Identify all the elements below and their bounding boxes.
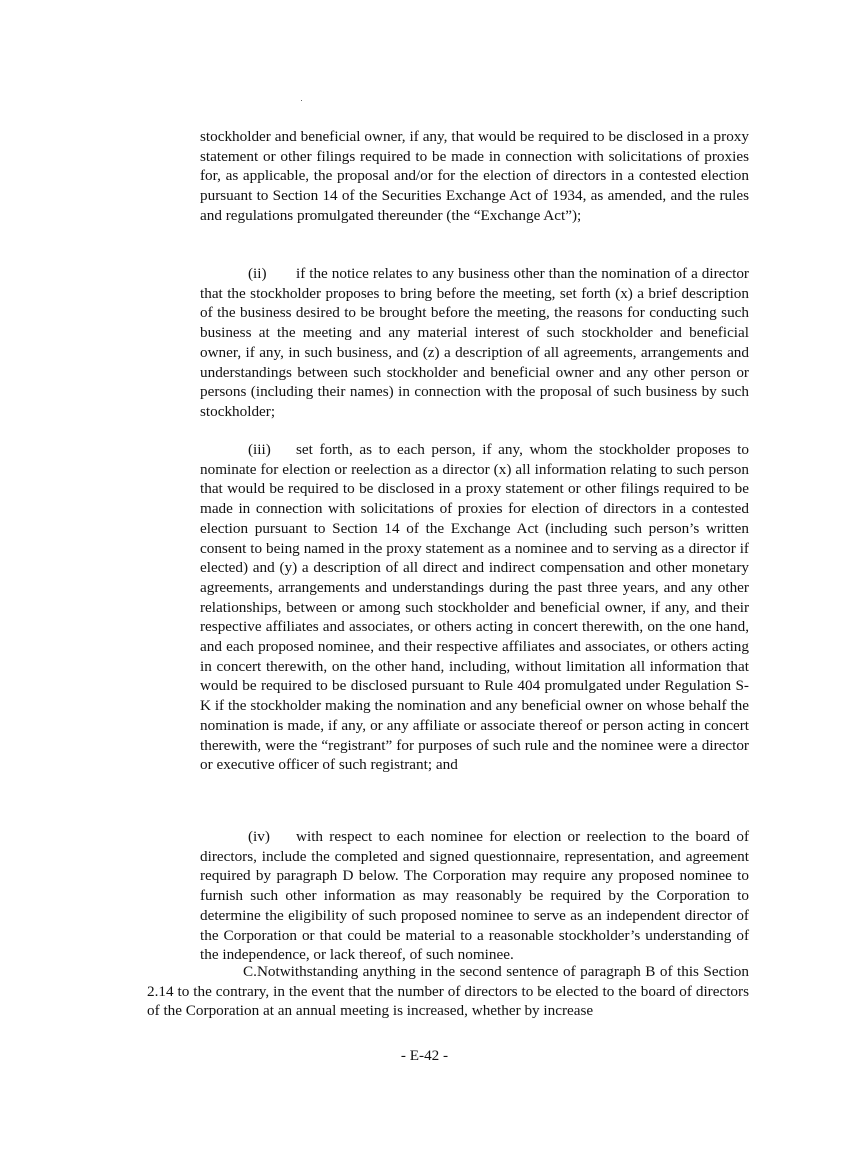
item-ii-enum: (ii): [248, 265, 267, 282]
item-c-text: Notwithstanding anything in the second sentence of paragraph B of this Section 2.14 to the contrary, in the event that the number of directors to be elected to the board of directors of the Corporation at an annual meeting is increased, whether by increase: [147, 963, 749, 1020]
item-iii-enum: (iii): [248, 441, 271, 458]
paragraph-item-ii: [200, 264, 749, 422]
item-ii-text: if the notice relates to any business other than the nomination of a director that the stockholder proposes to bring before the meeting, set forth (x) a brief description of the business desired to be brought before the meeting, the reasons for conducting such business at the meeting and any material interest of such stockholder and beneficial owner, if any, in such business, and (z) a description of all agreements, arrangements and understandings between such stockholder and beneficial owner and any other person or persons (including their names) in connection with the proposal of such business by such stockholder;: [200, 265, 749, 420]
page-number-footer: - E-42 -: [400, 1047, 449, 1064]
scan-dot-mark: [301, 100, 302, 101]
item-iv-text: with respect to each nominee for election or reelection to the board of directors, include the completed and signed questionnaire, representation, and agreement required by paragraph D below. The Corporation may require any proposed nominee to furnish such other information as may reasonably be required by the Corporation to determine the eligibility of such proposed nominee to serve as an independent director of the Corporation or that could be material to a reasonable stockholder’s understanding of the independence, or lack thereof, of such nominee.: [200, 828, 749, 964]
item-c-enum: C.: [243, 963, 257, 980]
paragraph-intro-continuation: stockholder and beneficial owner, if any, that would be required to be disclosed in a proxy statement or other filings required to be made in connection with solicitations of proxies for, as applicable, the proposal and/or for the election of directors in a contested election pursuant to Section 14 of the Securities Exchange Act of 1934, as amended, and the rules and regulations promulgated thereunder (the “Exchange Act”);: [200, 128, 749, 224]
item-iii-text: set forth, as to each person, if any, whom the stockholder proposes to nominate for election or reelection as a director (x) all information relating to such person that would be required to be disclosed in a proxy statement or other filings required to be made in connection with solicitations of proxies for election of directors in a contested election pursuant to Section 14 of the Exchange Act (including such person’s written consent to being named in the proxy statement as a nominee and to serving as a director if elected) and (y) a description of all direct and indirect compensation and other monetary agreements, arrangements and understandings during the past three years, and any other relationships, between or among such stockholder and beneficial owner, if any, and their respective affiliates and associates, or others acting in concert therewith, on the one hand, and each proposed nominee, and their respective affiliates and associates, or others acting in concert therewith, on the other hand, including, without limitation all information that would be required to be disclosed pursuant to Rule 404 promulgated under Regulation S-K if the stockholder making the nomination and any beneficial owner on whose behalf the nomination is made, if any, or any affiliate or associate thereof or person acting in concert therewith, were the “registrant” for purposes of such rule and the nominee were a director or executive officer of such registrant; and: [200, 441, 749, 774]
paragraph-item-c: [147, 962, 749, 1021]
item-iv-enum: (iv): [248, 828, 270, 845]
paragraph-item-iv: [200, 827, 749, 965]
paragraph-item-iii: [200, 440, 749, 775]
